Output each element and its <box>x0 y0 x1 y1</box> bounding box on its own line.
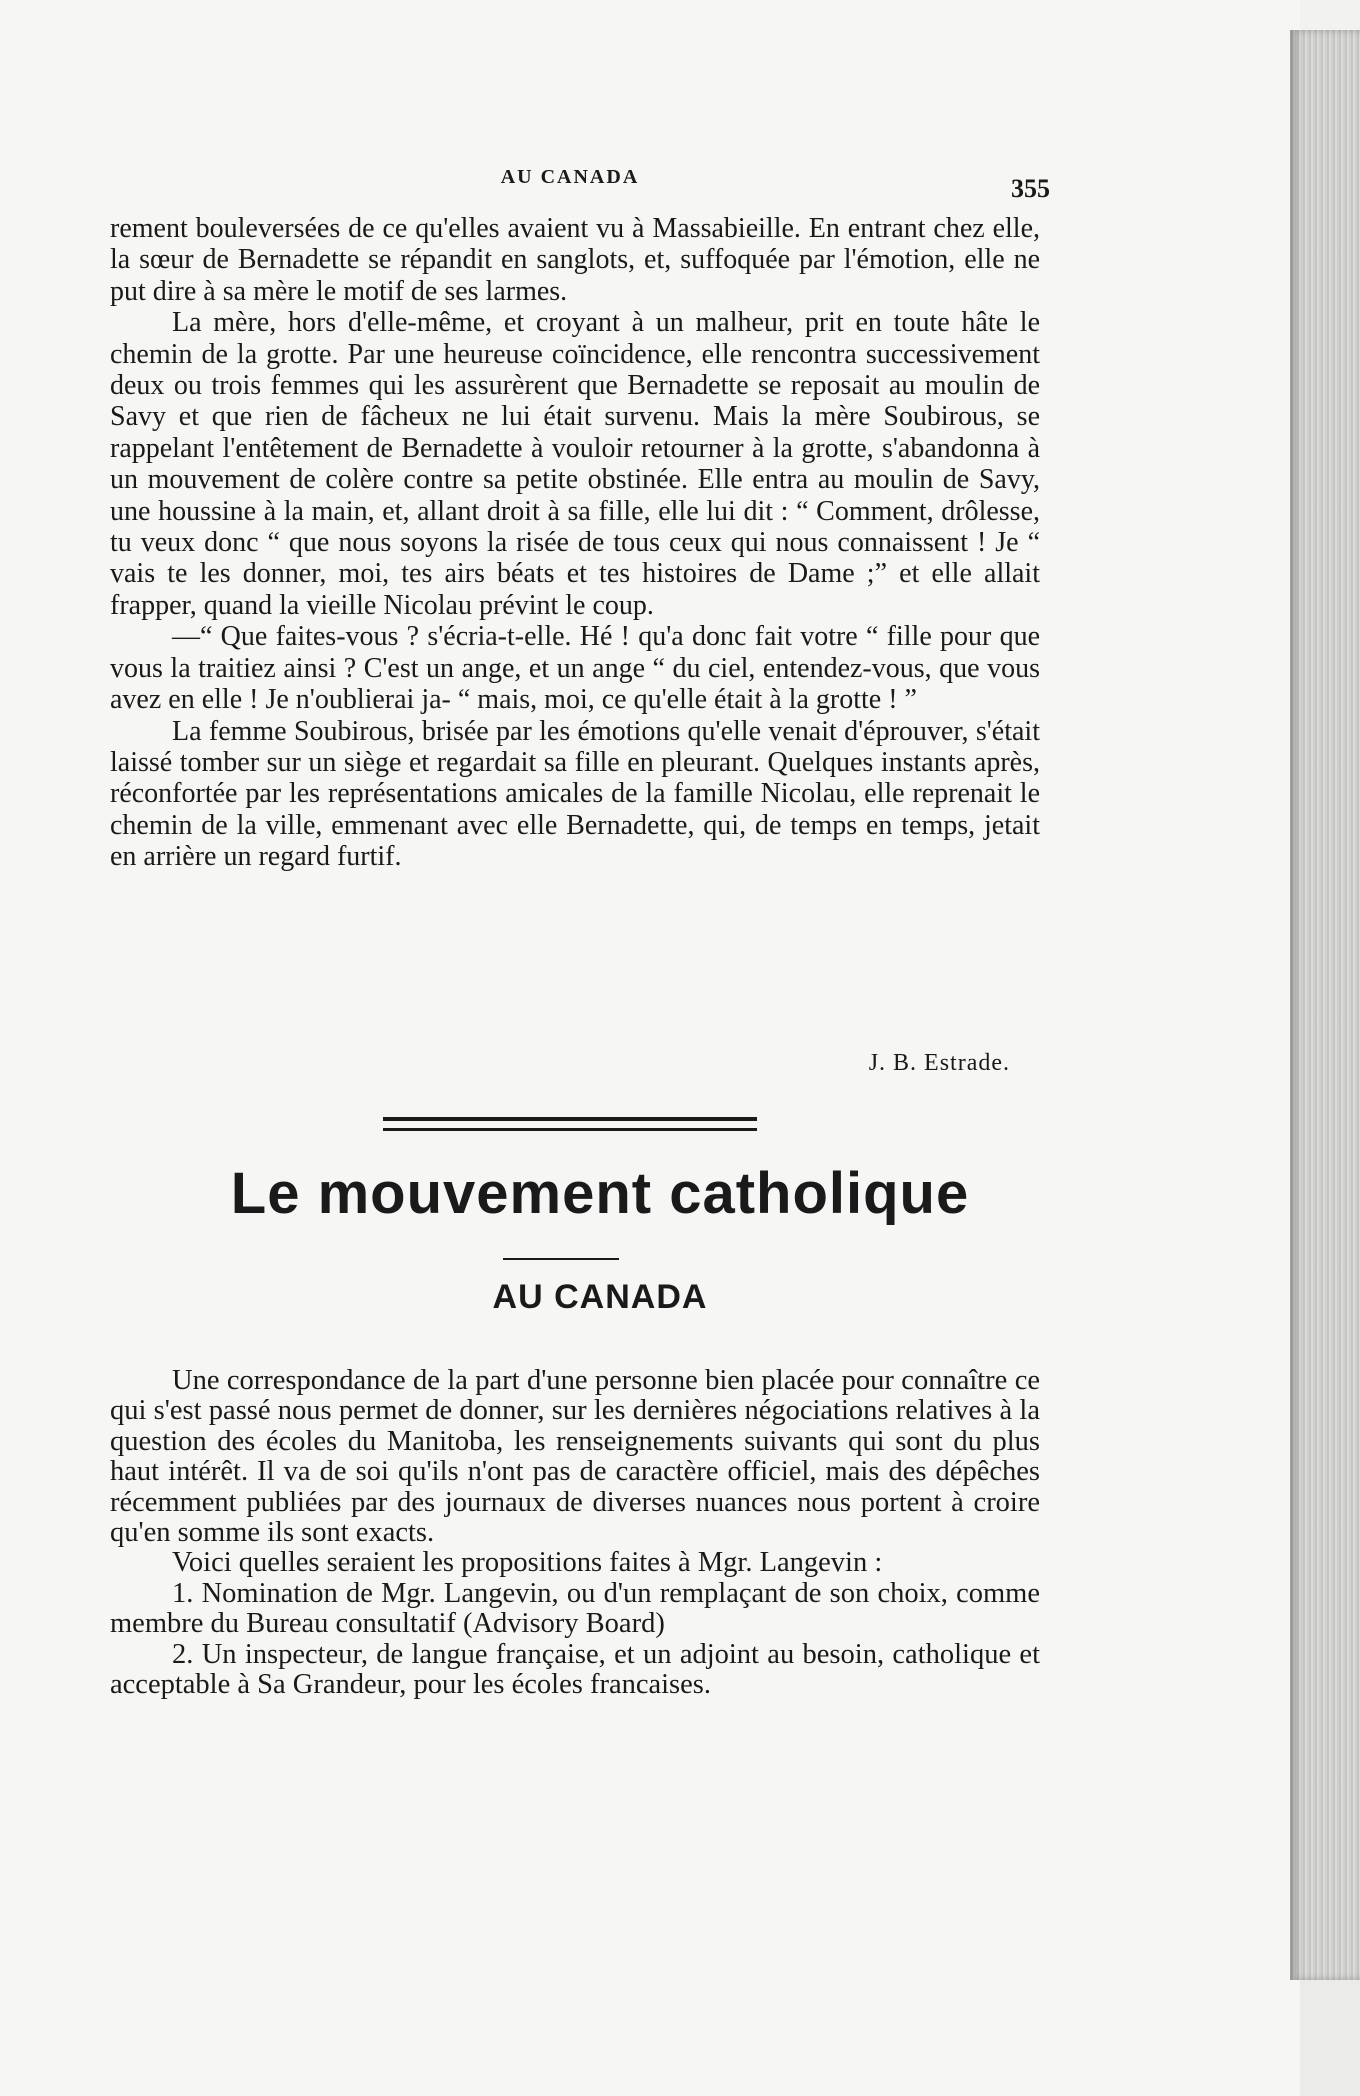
book-page-edges <box>1290 30 1360 1980</box>
scan-margin <box>1300 1980 1360 2096</box>
author-signature: J. B. Estrade. <box>868 1050 1010 1076</box>
section-divider-thin <box>383 1128 757 1131</box>
page-number: 355 <box>1011 174 1050 203</box>
article-subtitle: AU CANADA <box>492 1278 708 1316</box>
paragraph: Une correspondance de la part d'une personne bien placée pour connaître ce qui s'est passé nous permet de donner, sur les dernières négociations relatives à la question des écoles du Manitoba, les renseignements suivants qui sont du plus haut intérêt. Il va de soi qu'ils n'ont pas de caractère officiel, mais des dépêches récemment publiées par des journaux de diverses nuances nous portent à croire qu'en somme ils sont exacts. <box>110 1365 1040 1549</box>
article-canada-text <box>110 1366 1040 1700</box>
section-divider-thick <box>383 1117 757 1121</box>
article-estrade-text <box>110 213 1040 873</box>
paragraph: rement bouleversées de ce qu'elles avaient vu à Massabieille. En entrant chez elle, la sœur de Bernadette se répandit en sanglots, et, suffoquée par l'émotion, elle ne put dire à sa mère le motif de ses larmes. <box>110 213 1040 307</box>
paragraph: La femme Soubirous, brisée par les émotions qu'elle venait d'éprouver, s'était laissé tomber sur un siège et regardait sa fille en pleurant. Quelques instants après, réconfortée par les représentations amicales de la famille Nicolau, elle reprenait le chemin de la ville, emmenant avec elle Bernadette, qui, de temps en temps, jetait en arrière un regard furtif. <box>110 715 1040 873</box>
paragraph: Voici quelles seraient les propositions faites à Mgr. Langevin : <box>172 1547 883 1579</box>
article-title: Le mouvement catholique <box>230 1161 970 1226</box>
running-title: AU CANADA <box>500 166 640 188</box>
page-header <box>90 166 1050 206</box>
paragraph: —“ Que faites-vous ? s'écria-t-elle. Hé ! qu'a donc fait votre “ fille pour que vous la traitiez ainsi ? C'est un ange, et un ange “ du ciel, entendez-vous, que vous avez en elle ! Je n'oublierai ja- “ mais, moi, ce qu'elle était à la grotte ! ” <box>110 621 1040 716</box>
list-item: 2. Un inspecteur, de langue française, et un adjoint au besoin, catholique et acceptable à Sa Grandeur, pour les écoles francaises. <box>110 1638 1040 1701</box>
list-item: 1. Nomination de Mgr. Langevin, ou d'un remplaçant de son choix, comme membre du Bureau consultatif (Advisory Board) <box>110 1577 1040 1640</box>
paragraph: La mère, hors d'elle-même, et croyant à un malheur, prit en toute hâte le chemin de la grotte. Par une heureuse coïncidence, elle rencontra successivement deux ou trois femmes qui les assurèrent que Bernadette se reposait au moulin de Savy et que rien de fâcheux ne lui était survenu. Mais la mère Soubirous, se rappelant l'entêtement de Bernadette à vouloir retourner à la grotte, s'abandonna à un mouvement de colère contre sa petite obstinée. Elle entra au moulin de Savy, une houssine à la main, et, allant droit à sa fille, elle lui dit : “ Comment, drôlesse, tu veux donc “ que nous soyons la risée de tous ceux qui nous connaissent ! Je “ vais te les donner, moi, tes airs béats et tes histoires de Dame ;” et elle allait frapper, quand la vieille Nicolau prévint le coup. <box>110 307 1040 621</box>
title-rule <box>503 1258 619 1260</box>
